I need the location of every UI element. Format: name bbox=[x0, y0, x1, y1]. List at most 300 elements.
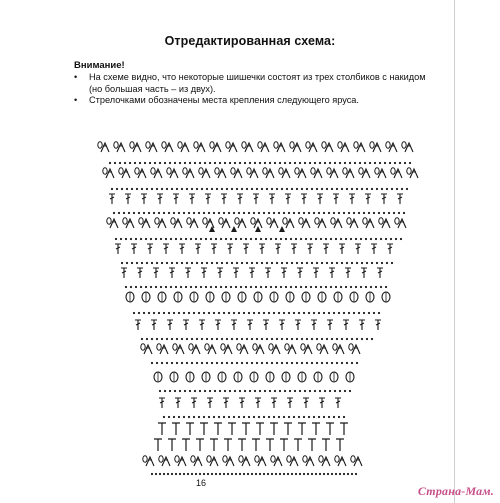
post-stitch-mark bbox=[228, 423, 236, 435]
chain-stitch-mark bbox=[189, 390, 191, 392]
puff-stitch-mark bbox=[205, 344, 209, 350]
chain-stitch-mark bbox=[250, 286, 252, 288]
chain-stitch-mark bbox=[190, 286, 192, 288]
chain-stitch-mark bbox=[213, 312, 215, 314]
chain-stitch-mark bbox=[331, 338, 333, 340]
double-crochet-mark bbox=[255, 398, 261, 408]
chain-stitch-mark bbox=[329, 390, 331, 392]
chain-stitch-mark bbox=[336, 362, 338, 364]
chain-stitch-mark bbox=[330, 238, 332, 240]
chain-stitch-mark bbox=[316, 338, 318, 340]
chain-stitch-mark bbox=[338, 312, 340, 314]
double-crochet-mark bbox=[275, 244, 281, 254]
chain-stitch-mark bbox=[341, 262, 343, 264]
double-crochet-mark bbox=[387, 244, 393, 254]
chain-stitch-mark bbox=[196, 188, 198, 190]
puff-stitch-mark bbox=[306, 142, 310, 148]
chain-stitch-mark bbox=[366, 262, 368, 264]
puff-stitch-mark bbox=[155, 218, 159, 224]
chain-stitch-mark bbox=[251, 262, 253, 264]
chain-stitch-mark bbox=[343, 312, 345, 314]
chain-stitch-mark bbox=[140, 238, 142, 240]
chain-stitch-mark bbox=[191, 188, 193, 190]
chain-stitch-mark bbox=[301, 338, 303, 340]
chain-stitch-mark bbox=[145, 238, 147, 240]
chain-stitch-mark bbox=[231, 262, 233, 264]
chain-stitch-mark bbox=[350, 286, 352, 288]
chain-stitch-mark bbox=[224, 162, 226, 164]
chain-stitch-mark bbox=[225, 286, 227, 288]
chain-stitch-mark bbox=[268, 312, 270, 314]
chain-stitch-mark bbox=[200, 286, 202, 288]
chain-stitch-mark bbox=[318, 212, 320, 214]
post-stitch-mark bbox=[322, 439, 330, 451]
puff-stitch-mark bbox=[255, 456, 259, 462]
chain-stitch-mark bbox=[229, 162, 231, 164]
puff-stitch-mark bbox=[333, 344, 337, 350]
puff-stitch-mark bbox=[301, 344, 305, 350]
chain-stitch-mark bbox=[331, 362, 333, 364]
chain-stitch-mark bbox=[251, 362, 253, 364]
puff-stitch-mark bbox=[322, 142, 326, 148]
puff-stitch-mark bbox=[157, 344, 161, 350]
puff-stitch-mark bbox=[223, 456, 227, 462]
chain-stitch-mark bbox=[278, 212, 280, 214]
chain-stitch-mark bbox=[294, 162, 296, 164]
chain-stitch-mark bbox=[164, 162, 166, 164]
double-crochet-mark bbox=[173, 194, 179, 204]
chain-stitch-mark bbox=[400, 238, 402, 240]
chain-stitch-mark bbox=[284, 162, 286, 164]
chain-stitch-mark bbox=[294, 390, 296, 392]
double-crochet-mark bbox=[279, 320, 285, 330]
puff-stitch-mark bbox=[391, 168, 395, 174]
chain-stitch-mark bbox=[338, 416, 340, 418]
chain-stitch-mark bbox=[269, 162, 271, 164]
chain-stitch-mark bbox=[139, 162, 141, 164]
chain-stitch-mark bbox=[141, 338, 143, 340]
chain-stitch-mark bbox=[170, 238, 172, 240]
puff-stitch-mark bbox=[210, 142, 214, 148]
puff-stitch-mark bbox=[151, 168, 155, 174]
double-crochet-mark bbox=[159, 398, 165, 408]
puff-stitch-mark bbox=[183, 168, 187, 174]
chain-stitch-mark bbox=[131, 262, 133, 264]
chain-stitch-mark bbox=[290, 286, 292, 288]
chain-stitch-mark bbox=[184, 390, 186, 392]
chain-stitch-mark bbox=[361, 262, 363, 264]
puff-stitch-mark bbox=[139, 218, 143, 224]
chain-stitch-mark bbox=[161, 362, 163, 364]
chain-stitch-mark bbox=[263, 416, 265, 418]
chain-stitch-mark bbox=[236, 188, 238, 190]
chain-stitch-mark bbox=[185, 286, 187, 288]
chain-stitch-mark bbox=[206, 362, 208, 364]
chain-stitch-mark bbox=[321, 362, 323, 364]
foundation-chain-mark bbox=[179, 473, 181, 475]
chain-stitch-mark bbox=[339, 390, 341, 392]
double-crochet-mark bbox=[115, 244, 121, 254]
double-crochet-mark bbox=[195, 244, 201, 254]
chain-stitch-mark bbox=[301, 362, 303, 364]
chain-stitch-mark bbox=[151, 188, 153, 190]
chain-stitch-mark bbox=[243, 416, 245, 418]
chain-stitch-mark bbox=[179, 390, 181, 392]
chain-stitch-mark bbox=[191, 338, 193, 340]
chain-stitch-mark bbox=[181, 338, 183, 340]
chain-stitch-mark bbox=[286, 362, 288, 364]
foundation-chain-mark bbox=[183, 473, 185, 475]
chain-stitch-mark bbox=[221, 338, 223, 340]
double-crochet-mark bbox=[371, 244, 377, 254]
double-crochet-mark bbox=[343, 320, 349, 330]
chain-stitch-mark bbox=[339, 162, 341, 164]
chain-stitch-mark bbox=[230, 238, 232, 240]
chain-stitch-mark bbox=[240, 238, 242, 240]
chain-stitch-mark bbox=[255, 286, 257, 288]
chain-stitch-mark bbox=[188, 212, 190, 214]
chain-stitch-mark bbox=[173, 416, 175, 418]
chain-stitch-mark bbox=[343, 416, 345, 418]
chain-stitch-mark bbox=[323, 312, 325, 314]
chain-stitch-mark bbox=[310, 286, 312, 288]
double-crochet-mark bbox=[265, 268, 271, 278]
double-crochet-mark bbox=[307, 244, 313, 254]
post-stitch-mark bbox=[182, 439, 190, 451]
puff-stitch-mark bbox=[251, 218, 255, 224]
chain-stitch-mark bbox=[249, 162, 251, 164]
chain-stitch-mark bbox=[198, 312, 200, 314]
chain-stitch-mark bbox=[293, 212, 295, 214]
chain-stitch-mark bbox=[341, 362, 343, 364]
chain-stitch-mark bbox=[128, 212, 130, 214]
chain-stitch-mark bbox=[311, 262, 313, 264]
puff-stitch-mark bbox=[119, 168, 123, 174]
puff-stitch-mark bbox=[327, 168, 331, 174]
chain-stitch-mark bbox=[171, 262, 173, 264]
chain-stitch-mark bbox=[201, 188, 203, 190]
chain-stitch-mark bbox=[273, 212, 275, 214]
chain-stitch-mark bbox=[149, 162, 151, 164]
double-crochet-mark bbox=[339, 244, 345, 254]
foundation-chain-mark bbox=[307, 473, 309, 475]
chain-stitch-mark bbox=[298, 416, 300, 418]
chain-stitch-mark bbox=[159, 162, 161, 164]
chain-stitch-mark bbox=[181, 262, 183, 264]
chain-stitch-mark bbox=[236, 362, 238, 364]
foundation-chain-mark bbox=[187, 473, 189, 475]
chain-stitch-mark bbox=[328, 212, 330, 214]
foundation-chain-mark bbox=[355, 473, 357, 475]
double-crochet-mark bbox=[285, 194, 291, 204]
foundation-chain-mark bbox=[163, 473, 165, 475]
chain-stitch-mark bbox=[244, 390, 246, 392]
chain-stitch-mark bbox=[306, 362, 308, 364]
chain-stitch-mark bbox=[288, 312, 290, 314]
puff-stitch-mark bbox=[271, 456, 275, 462]
chain-stitch-mark bbox=[125, 286, 127, 288]
foundation-chain-mark bbox=[219, 473, 221, 475]
chain-stitch-mark bbox=[158, 312, 160, 314]
page-number: 16 bbox=[196, 478, 207, 488]
chain-stitch-mark bbox=[346, 338, 348, 340]
double-crochet-mark bbox=[345, 268, 351, 278]
double-crochet-mark bbox=[397, 194, 403, 204]
double-crochet-mark bbox=[137, 268, 143, 278]
puff-stitch-mark bbox=[379, 218, 383, 224]
chain-stitch-mark bbox=[276, 262, 278, 264]
note-text: Стрелочками обозначены места крепления следующего яруса. bbox=[89, 95, 359, 105]
chain-stitch-mark bbox=[351, 188, 353, 190]
chain-stitch-mark bbox=[246, 188, 248, 190]
chain-stitch-mark bbox=[214, 390, 216, 392]
chain-stitch-mark bbox=[365, 286, 367, 288]
double-crochet-mark bbox=[125, 194, 131, 204]
chain-stitch-mark bbox=[325, 238, 327, 240]
double-crochet-mark bbox=[355, 244, 361, 254]
double-crochet-mark bbox=[291, 244, 297, 254]
foundation-chain-mark bbox=[239, 473, 241, 475]
chain-stitch-mark bbox=[363, 312, 365, 314]
chain-stitch-mark bbox=[385, 286, 387, 288]
chain-stitch-mark bbox=[240, 286, 242, 288]
chain-stitch-mark bbox=[220, 286, 222, 288]
puff-stitch-mark bbox=[407, 168, 411, 174]
chain-stitch-mark bbox=[256, 262, 258, 264]
chain-stitch-mark bbox=[219, 162, 221, 164]
puff-stitch-mark bbox=[315, 218, 319, 224]
chain-stitch-mark bbox=[220, 238, 222, 240]
chain-stitch-mark bbox=[375, 286, 377, 288]
note-continuation: (но большая часть – из двух). bbox=[89, 83, 216, 94]
chain-stitch-mark bbox=[350, 238, 352, 240]
chain-stitch-mark bbox=[208, 312, 210, 314]
puff-stitch-mark bbox=[215, 168, 219, 174]
chain-stitch-mark bbox=[345, 286, 347, 288]
chain-stitch-mark bbox=[140, 286, 142, 288]
post-stitch-mark bbox=[284, 423, 292, 435]
puff-stitch-mark bbox=[135, 168, 139, 174]
chain-stitch-mark bbox=[221, 188, 223, 190]
chain-stitch-mark bbox=[315, 238, 317, 240]
double-crochet-mark bbox=[281, 268, 287, 278]
chain-stitch-mark bbox=[296, 262, 298, 264]
foundation-chain-mark bbox=[331, 473, 333, 475]
chain-stitch-mark bbox=[369, 162, 371, 164]
chain-stitch-mark bbox=[250, 238, 252, 240]
chain-stitch-mark bbox=[370, 238, 372, 240]
attention-heading: Внимание! bbox=[74, 60, 125, 71]
double-crochet-mark bbox=[237, 194, 243, 204]
chain-stitch-mark bbox=[336, 338, 338, 340]
chain-stitch-mark bbox=[211, 338, 213, 340]
chain-stitch-mark bbox=[165, 238, 167, 240]
puff-stitch-mark bbox=[175, 456, 179, 462]
puff-stitch-mark bbox=[221, 344, 225, 350]
chain-stitch-mark bbox=[163, 312, 165, 314]
chain-stitch-mark bbox=[209, 162, 211, 164]
foundation-chain-mark bbox=[311, 473, 313, 475]
chain-stitch-mark bbox=[353, 212, 355, 214]
puff-stitch-mark bbox=[295, 168, 299, 174]
chain-stitch-mark bbox=[203, 212, 205, 214]
puff-stitch-mark bbox=[207, 456, 211, 462]
chain-stitch-mark bbox=[358, 312, 360, 314]
chain-stitch-mark bbox=[221, 262, 223, 264]
chain-stitch-mark bbox=[153, 212, 155, 214]
page-title: Отредактированная схема: bbox=[164, 34, 336, 48]
chain-stitch-mark bbox=[186, 262, 188, 264]
chain-stitch-mark bbox=[143, 212, 145, 214]
chain-stitch-mark bbox=[318, 312, 320, 314]
foundation-chain-mark bbox=[267, 473, 269, 475]
chain-stitch-mark bbox=[184, 162, 186, 164]
chain-stitch-mark bbox=[226, 338, 228, 340]
chain-stitch-mark bbox=[261, 362, 263, 364]
chain-stitch-mark bbox=[295, 286, 297, 288]
chain-stitch-mark bbox=[186, 188, 188, 190]
chain-stitch-mark bbox=[251, 188, 253, 190]
chain-stitch-mark bbox=[236, 338, 238, 340]
puff-stitch-mark bbox=[375, 168, 379, 174]
chain-stitch-mark bbox=[191, 262, 193, 264]
double-crochet-mark bbox=[147, 244, 153, 254]
chain-stitch-mark bbox=[254, 390, 256, 392]
foundation-chain-mark bbox=[275, 473, 277, 475]
double-crochet-mark bbox=[301, 194, 307, 204]
foundation-chain-mark bbox=[199, 473, 201, 475]
foundation-chain-mark bbox=[315, 473, 317, 475]
chain-stitch-mark bbox=[286, 338, 288, 340]
post-stitch-mark bbox=[158, 423, 166, 435]
attachment-arrow-icon bbox=[255, 226, 261, 232]
chain-stitch-mark bbox=[154, 162, 156, 164]
chain-stitch-mark bbox=[328, 416, 330, 418]
chain-stitch-mark bbox=[371, 338, 373, 340]
puff-stitch-mark bbox=[299, 218, 303, 224]
chain-stitch-mark bbox=[129, 162, 131, 164]
chain-stitch-mark bbox=[328, 312, 330, 314]
foundation-chain-mark bbox=[195, 473, 197, 475]
chain-stitch-mark bbox=[196, 262, 198, 264]
chain-stitch-mark bbox=[160, 286, 162, 288]
chain-stitch-mark bbox=[308, 416, 310, 418]
post-stitch-mark bbox=[238, 439, 246, 451]
chain-stitch-mark bbox=[316, 188, 318, 190]
chain-stitch-mark bbox=[301, 262, 303, 264]
puff-stitch-mark bbox=[143, 456, 147, 462]
chain-stitch-mark bbox=[255, 238, 257, 240]
chain-stitch-mark bbox=[259, 390, 261, 392]
chain-stitch-mark bbox=[210, 286, 212, 288]
chain-stitch-mark bbox=[248, 312, 250, 314]
puff-stitch-mark bbox=[123, 218, 127, 224]
chain-stitch-mark bbox=[273, 312, 275, 314]
chain-stitch-mark bbox=[283, 312, 285, 314]
chain-stitch-mark bbox=[190, 238, 192, 240]
foundation-chain-mark bbox=[343, 473, 345, 475]
foundation-chain-mark bbox=[155, 473, 157, 475]
puff-stitch-mark bbox=[258, 142, 262, 148]
chain-stitch-mark bbox=[194, 390, 196, 392]
puff-stitch-mark bbox=[237, 344, 241, 350]
double-crochet-mark bbox=[169, 268, 175, 278]
chain-stitch-mark bbox=[306, 188, 308, 190]
chain-stitch-mark bbox=[370, 286, 372, 288]
chain-stitch-mark bbox=[290, 238, 292, 240]
chain-stitch-mark bbox=[374, 162, 376, 164]
puff-stitch-mark bbox=[274, 142, 278, 148]
chain-stitch-mark bbox=[206, 188, 208, 190]
chain-stitch-mark bbox=[233, 312, 235, 314]
chain-stitch-mark bbox=[214, 162, 216, 164]
foundation-chain-mark bbox=[251, 473, 253, 475]
foundation-chain-mark bbox=[255, 473, 257, 475]
chain-stitch-mark bbox=[120, 238, 122, 240]
chain-stitch-mark bbox=[298, 312, 300, 314]
post-stitch-mark bbox=[224, 439, 232, 451]
double-crochet-mark bbox=[311, 320, 317, 330]
double-crochet-mark bbox=[233, 268, 239, 278]
chain-stitch-mark bbox=[145, 286, 147, 288]
post-stitch-mark bbox=[252, 439, 260, 451]
chain-stitch-mark bbox=[243, 212, 245, 214]
chain-stitch-mark bbox=[161, 188, 163, 190]
double-crochet-mark bbox=[205, 194, 211, 204]
chain-stitch-mark bbox=[289, 390, 291, 392]
chain-stitch-mark bbox=[303, 212, 305, 214]
double-crochet-mark bbox=[335, 398, 341, 408]
chain-stitch-mark bbox=[309, 162, 311, 164]
chain-stitch-mark bbox=[148, 312, 150, 314]
chain-stitch-mark bbox=[281, 262, 283, 264]
chain-stitch-mark bbox=[281, 188, 283, 190]
chain-stitch-mark bbox=[276, 338, 278, 340]
chain-stitch-mark bbox=[231, 338, 233, 340]
chain-stitch-mark bbox=[321, 338, 323, 340]
chain-stitch-mark bbox=[381, 188, 383, 190]
chain-stitch-mark bbox=[323, 212, 325, 214]
chain-stitch-mark bbox=[391, 188, 393, 190]
chain-stitch-mark bbox=[219, 390, 221, 392]
foundation-chain-mark bbox=[303, 473, 305, 475]
puff-stitch-mark bbox=[226, 142, 230, 148]
double-crochet-mark bbox=[167, 320, 173, 330]
chain-stitch-mark bbox=[288, 416, 290, 418]
chain-stitch-mark bbox=[314, 162, 316, 164]
chain-stitch-mark bbox=[234, 390, 236, 392]
chain-stitch-mark bbox=[168, 212, 170, 214]
chain-stitch-mark bbox=[151, 362, 153, 364]
chain-stitch-mark bbox=[231, 188, 233, 190]
chain-stitch-mark bbox=[244, 162, 246, 164]
chain-stitch-mark bbox=[156, 262, 158, 264]
foundation-chain-mark bbox=[247, 473, 249, 475]
foundation-chain-mark bbox=[203, 473, 205, 475]
chain-stitch-mark bbox=[270, 238, 272, 240]
chain-stitch-mark bbox=[199, 390, 201, 392]
foundation-chain-mark bbox=[351, 473, 353, 475]
double-crochet-mark bbox=[217, 268, 223, 278]
chain-stitch-mark bbox=[169, 162, 171, 164]
chain-stitch-mark bbox=[269, 390, 271, 392]
chain-stitch-mark bbox=[321, 188, 323, 190]
chain-stitch-mark bbox=[186, 338, 188, 340]
chain-stitch-mark bbox=[346, 188, 348, 190]
chain-stitch-mark bbox=[163, 416, 165, 418]
chain-stitch-mark bbox=[150, 238, 152, 240]
foundation-chain-mark bbox=[207, 473, 209, 475]
